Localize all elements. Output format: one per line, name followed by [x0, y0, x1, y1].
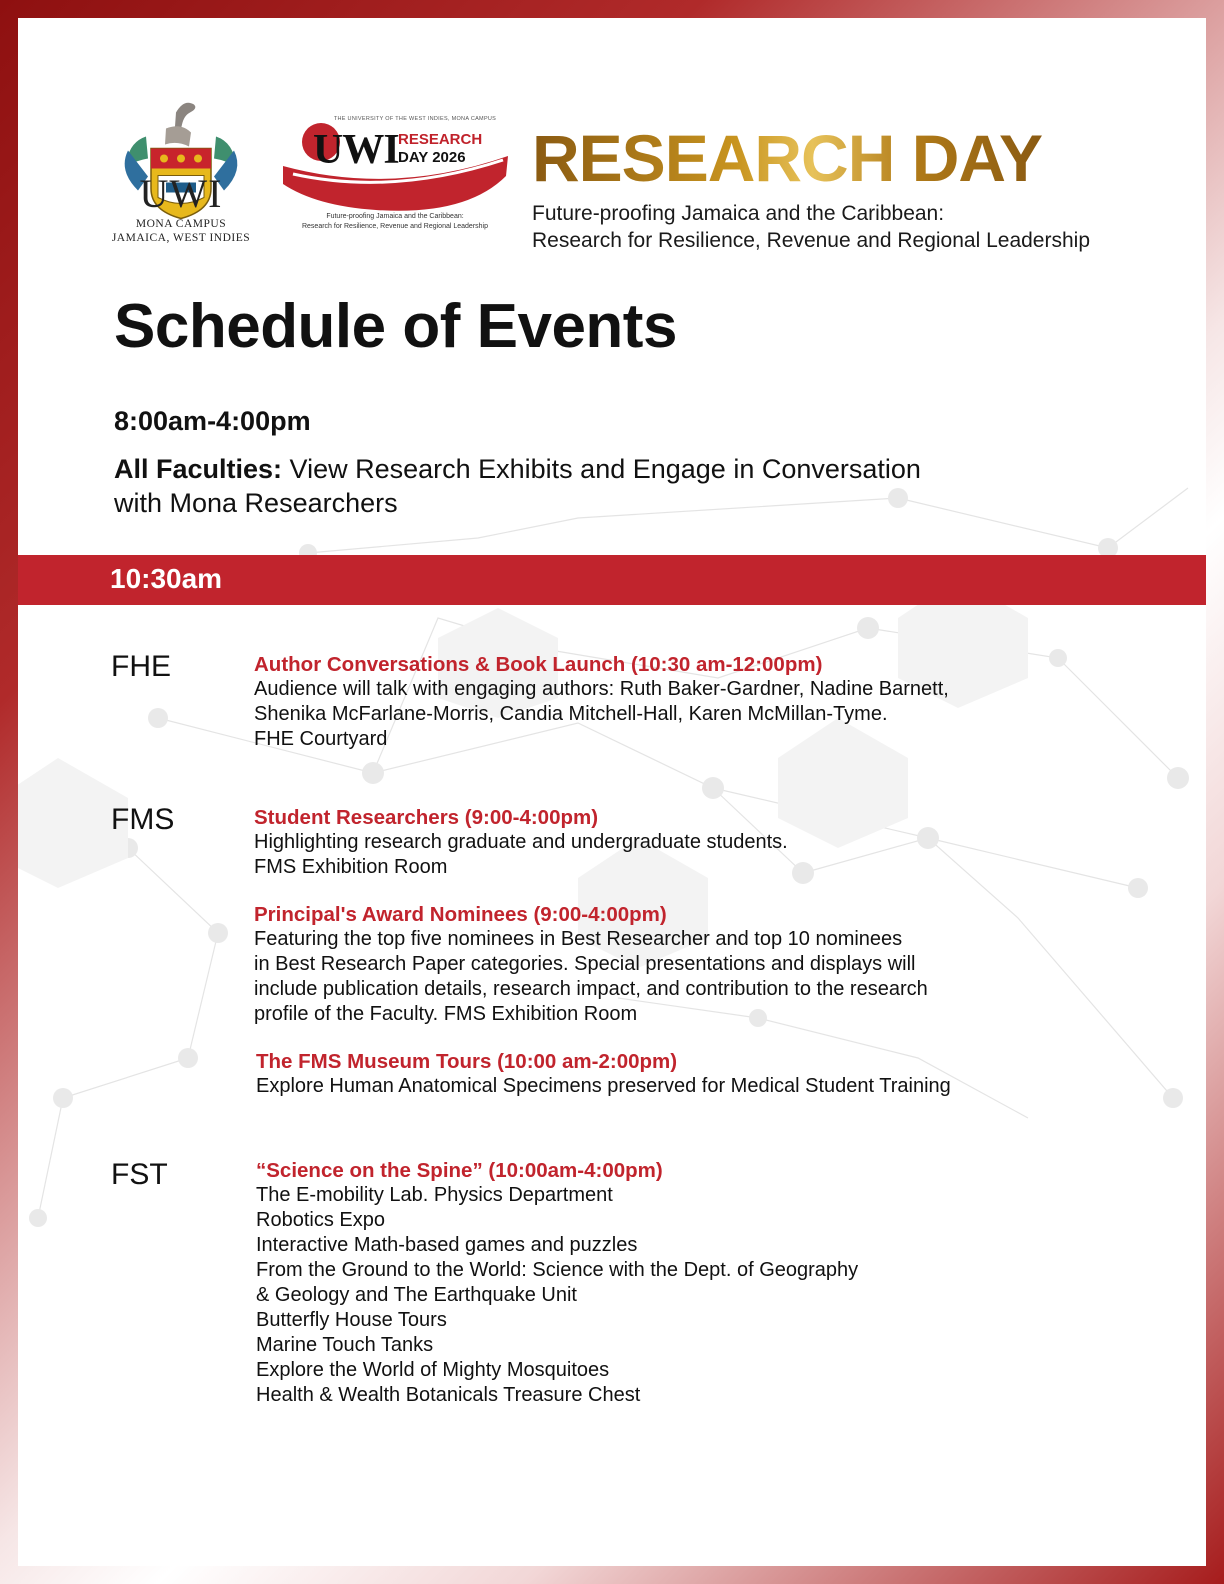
- uwi-location-line: JAMAICA, WEST INDIES: [111, 232, 251, 244]
- event-line: include publication details, research impact, and contribution to the research: [254, 978, 928, 1000]
- faculty-fhe-code: FHE: [111, 650, 171, 683]
- poster: [18, 18, 1206, 1566]
- rd-logo-tagline-1: Future-proofing Jamaica and the Caribbean:: [326, 213, 464, 220]
- event-line: Audience will talk with engaging authors: Ruth Baker-Gardner, Nadine Barnett,: [254, 678, 949, 700]
- all-faculties-label: All Faculties:: [114, 454, 283, 484]
- theme-line-2: Research for Resilience, Revenue and Regional Leadership: [532, 229, 1091, 252]
- time-band: [18, 555, 1206, 605]
- uwi-crest-logo: [106, 48, 256, 263]
- event-line: Marine Touch Tanks: [256, 1334, 434, 1356]
- event-line: Interactive Math-based games and puzzles: [256, 1234, 638, 1256]
- event-line: Highlighting research graduate and undergraduate students.: [254, 831, 788, 853]
- time-band-label: 10:30am: [110, 563, 223, 594]
- rd-logo-uwi: UWI: [313, 127, 399, 173]
- all-faculties-line-1: View Research Exhibits and Engage in Conversation: [282, 454, 921, 484]
- event-line: in Best Research Paper categories. Special presentations and displays will: [254, 953, 916, 975]
- event-fms-student-researchers: [254, 805, 1154, 880]
- event-fms-principals-award: [254, 902, 1154, 1027]
- event-fms-museum-tours: [256, 1049, 1156, 1099]
- event-line: profile of the Faculty. FMS Exhibition Room: [254, 1003, 638, 1025]
- all-day-time: 8:00am-4:00pm: [114, 406, 311, 436]
- event-fst-science-on-the-spine: [256, 1158, 1156, 1408]
- uwi-campus-line: MONA CAMPUS: [135, 218, 227, 230]
- event-line: The E-mobility Lab. Physics Department: [256, 1184, 613, 1206]
- theme-line-1: Future-proofing Jamaica and the Caribbean:: [532, 202, 945, 225]
- event-line: & Geology and The Earthquake Unit: [256, 1284, 577, 1306]
- event-title: The FMS Museum Tours (10:00 am-2:00pm): [256, 1050, 678, 1073]
- event-line: Butterfly House Tours: [256, 1309, 447, 1331]
- event-title: Principal's Award Nominees (9:00-4:00pm): [254, 903, 667, 926]
- all-faculties-line-2: with Mona Researchers: [114, 488, 398, 518]
- event-title: Student Researchers (9:00-4:00pm): [254, 806, 599, 829]
- research-day-title: RESEARCH DAY: [532, 121, 1043, 195]
- faculty-fst-code: FST: [111, 1158, 168, 1191]
- faculty-fms-code: FMS: [111, 803, 175, 836]
- event-line: Featuring the top five nominees in Best Researcher and top 10 nominees: [254, 928, 903, 950]
- rd-logo-research: RESEARCH: [398, 131, 483, 148]
- rd-logo-day: DAY 2026: [398, 149, 466, 166]
- event-line: FMS Exhibition Room: [254, 856, 448, 878]
- event-title: “Science on the Spine” (10:00am-4:00pm): [256, 1159, 663, 1182]
- event-line: Health & Wealth Botanicals Treasure Chest: [256, 1384, 641, 1406]
- event-line: Shenika McFarlane-Morris, Candia Mitchell-Hall, Karen McMillan-Tyme.: [254, 703, 888, 725]
- event-line: Explore Human Anatomical Specimens preserved for Medical Student Training: [256, 1075, 951, 1097]
- event-title: Author Conversations & Book Launch (10:30 am-12:00pm): [254, 653, 823, 676]
- event-line: From the Ground to the World: Science with the Dept. of Geography: [256, 1259, 859, 1281]
- event-line: FHE Courtyard: [254, 728, 388, 750]
- event-line: Explore the World of Mighty Mosquitoes: [256, 1359, 610, 1381]
- all-faculties-description: [114, 452, 1094, 520]
- page-title: Schedule of Events: [114, 292, 677, 361]
- event-fhe-author-conversations: [254, 652, 1154, 752]
- rd-logo-university: THE UNIVERSITY OF THE WEST INDIES, MONA CAMPUS: [333, 116, 497, 122]
- uwi-wordmark: UWI: [139, 171, 223, 216]
- event-line: Robotics Expo: [256, 1209, 385, 1231]
- rd-logo-tagline-2: Research for Resilience, Revenue and Regional Leadership: [301, 223, 488, 230]
